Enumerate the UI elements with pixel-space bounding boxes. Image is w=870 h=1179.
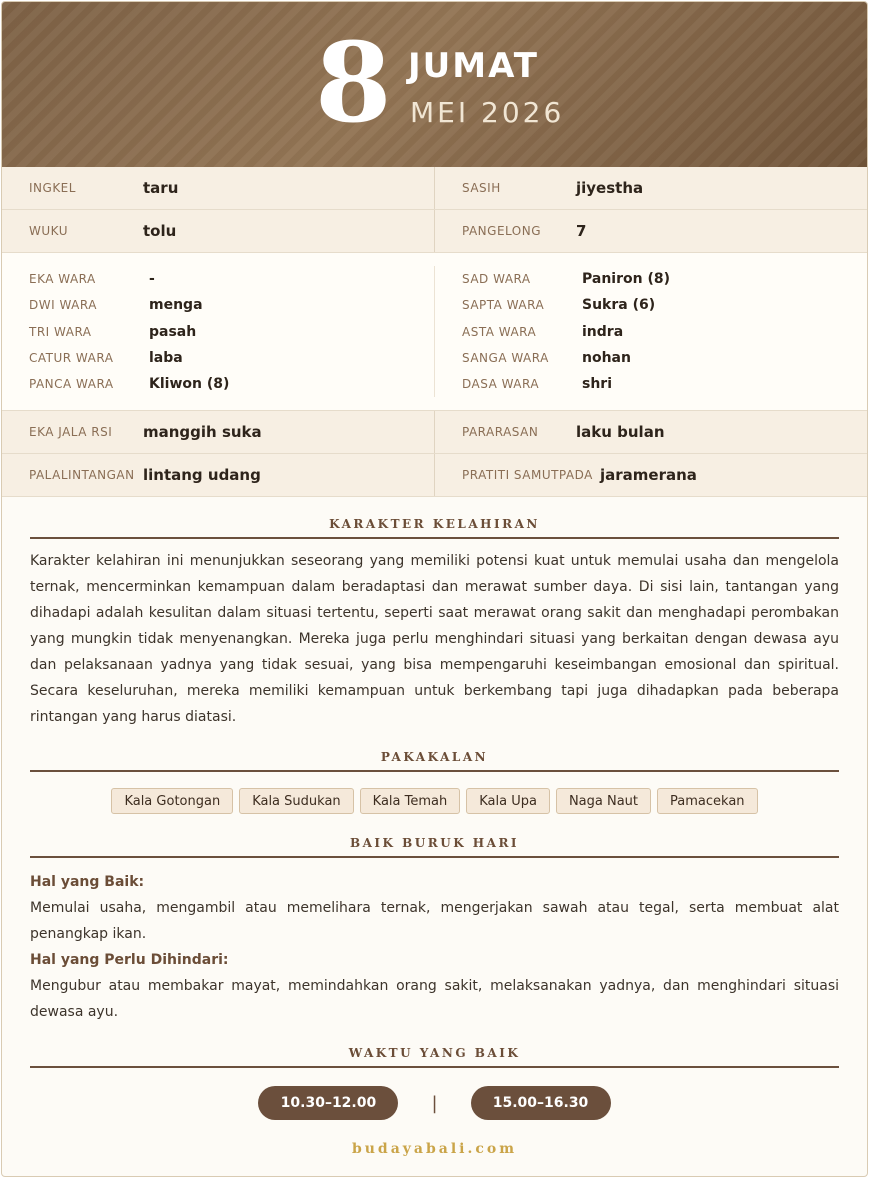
date-header	[2, 2, 867, 167]
info-row-wuku-pangelong	[2, 210, 867, 253]
wara-row	[29, 319, 434, 345]
info-label: WUKU	[29, 224, 68, 238]
wara-value: Kliwon (8)	[149, 376, 230, 393]
wara-label: EKA WARA	[29, 272, 96, 287]
wara-label: TRI WARA	[29, 324, 92, 339]
time-pill: 15.00–16.30	[471, 1086, 611, 1120]
wara-column-right	[434, 266, 867, 397]
wara-row	[462, 371, 867, 397]
wara-label: ASTA WARA	[462, 324, 537, 339]
wara-value: Paniron (8)	[582, 271, 670, 288]
wara-label: SANGA WARA	[462, 351, 549, 366]
pakakalan-chip: Naga Naut	[556, 788, 651, 814]
pakakalan-chip-list	[2, 788, 867, 814]
wara-value: shri	[582, 376, 613, 393]
section-title-pakakalan: PAKAKALAN	[30, 750, 839, 772]
info-cell-pangelong	[434, 210, 867, 252]
wara-value: laba	[149, 350, 183, 367]
wara-label: SAPTA WARA	[462, 298, 545, 313]
wara-value: indra	[582, 323, 624, 340]
good-times-list	[2, 1086, 867, 1120]
info-cell-eka-jala-rsi	[2, 411, 434, 453]
section-title-baik-buruk: BAIK BURUK HARI	[30, 836, 839, 858]
day-number: 8	[315, 18, 392, 147]
pakakalan-section	[2, 750, 867, 814]
info-cell-wuku	[2, 210, 434, 252]
pakakalan-chip: Kala Upa	[466, 788, 550, 814]
info-cell-ingkel	[2, 167, 434, 209]
wara-label: SAD WARA	[462, 272, 531, 287]
wara-row	[29, 345, 434, 371]
info-cell-sasih	[434, 167, 867, 209]
wara-row	[462, 292, 867, 318]
info-value: tolu	[143, 222, 177, 240]
info-cell-pararasan	[434, 411, 867, 453]
wara-value: menga	[149, 297, 203, 314]
wara-row	[462, 345, 867, 371]
wara-row	[29, 371, 434, 397]
info-label: INGKEL	[29, 181, 76, 195]
wara-value: Sukra (6)	[582, 297, 656, 314]
avoid-things-label: Hal yang Perlu Dihindari:	[30, 952, 229, 969]
info-label: PANGELONG	[462, 224, 542, 238]
info-row-ekajala-pararasan	[2, 411, 867, 454]
info-cell-palalintangan	[2, 454, 434, 496]
info-row-ingkel-sasih	[2, 167, 867, 210]
wara-row	[462, 266, 867, 292]
month-year: MEI 2026	[410, 96, 565, 129]
pakakalan-chip: Kala Sudukan	[239, 788, 353, 814]
section-title-waktu: WAKTU YANG BAIK	[30, 1046, 839, 1068]
karakter-text: Karakter kelahiran ini menunjukkan seseorang yang memiliki potensi kuat untuk memulai usaha dan mengelola ternak, mencerminkan kemampuan dalam beradaptasi dan merawat sumber daya. Di sisi lain, tantangan yang dihadapi adalah kesulitan dalam situasi tertentu, seperti saat merawat orang sakit dan menghadapi perombakan yang mungkin tidak menyenangkan. Mereka juga perlu menghindari situasi yang berkaitan dengan dewasa ayu dan pelaksanaan yadnya yang tidak sesuai, yang bisa mempengaruhi keseimbangan emosional dan spiritual. Secara keseluruhan, mereka memiliki kemampuan untuk berkembang tapi juga dihadapkan pada beberapa rintangan yang harus diatasi.	[30, 553, 839, 726]
info-label: PARARASAN	[462, 425, 539, 440]
karakter-section	[2, 517, 867, 730]
baik-buruk-section	[2, 836, 867, 1025]
info-label: PRATITI SAMUTPADA	[462, 468, 593, 483]
wara-table	[2, 253, 867, 411]
footer-brand: budayabali.com	[351, 1141, 518, 1158]
time-pill: 10.30–12.00	[258, 1086, 398, 1120]
info-value: lintang udang	[143, 466, 261, 485]
info-value: manggih suka	[143, 423, 262, 442]
info-cell-pratiti-samutpada	[434, 454, 867, 496]
avoid-things-text: Mengubur atau membakar mayat, memindahkan orang sakit, melaksanakan yadnya, dan menghindari situasi dewasa ayu.	[30, 978, 839, 1021]
wara-value: -	[149, 271, 155, 288]
info-value: jiyestha	[576, 179, 644, 197]
wara-row	[462, 319, 867, 345]
calendar-card	[1, 1, 868, 1177]
info-label: EKA JALA RSI	[29, 425, 113, 440]
wara-column-left	[2, 266, 434, 397]
info-value: 7	[576, 222, 587, 240]
info-row-palalintangan-pratiti	[2, 454, 867, 497]
section-title-karakter: KARAKTER KELAHIRAN	[30, 517, 839, 539]
pakakalan-chip: Kala Temah	[360, 788, 461, 814]
info-value: taru	[143, 179, 179, 197]
info-label: SASIH	[462, 181, 501, 195]
info-value: laku bulan	[576, 423, 665, 442]
info-value: jaramerana	[600, 466, 697, 485]
pakakalan-chip: Kala Gotongan	[111, 788, 233, 814]
wara-row	[29, 266, 434, 292]
pakakalan-chip: Pamacekan	[657, 788, 758, 814]
good-things-label: Hal yang Baik:	[30, 874, 145, 891]
good-things-text: Memulai usaha, mengambil atau memelihara ternak, mengerjakan sawah atau tegal, serta membuat alat penangkap ikan.	[30, 900, 839, 943]
wara-label: DWI WARA	[29, 298, 97, 313]
wara-row	[29, 292, 434, 318]
wara-label: DASA WARA	[462, 377, 540, 392]
waktu-section	[2, 1046, 867, 1120]
wara-label: PANCA WARA	[29, 377, 114, 392]
wara-value: pasah	[149, 323, 197, 340]
wara-label: CATUR WARA	[29, 351, 114, 366]
day-name: JUMAT	[408, 46, 539, 86]
info-label: PALALINTANGAN	[29, 468, 135, 483]
wara-value: nohan	[582, 350, 631, 367]
time-separator: |	[431, 1092, 438, 1114]
